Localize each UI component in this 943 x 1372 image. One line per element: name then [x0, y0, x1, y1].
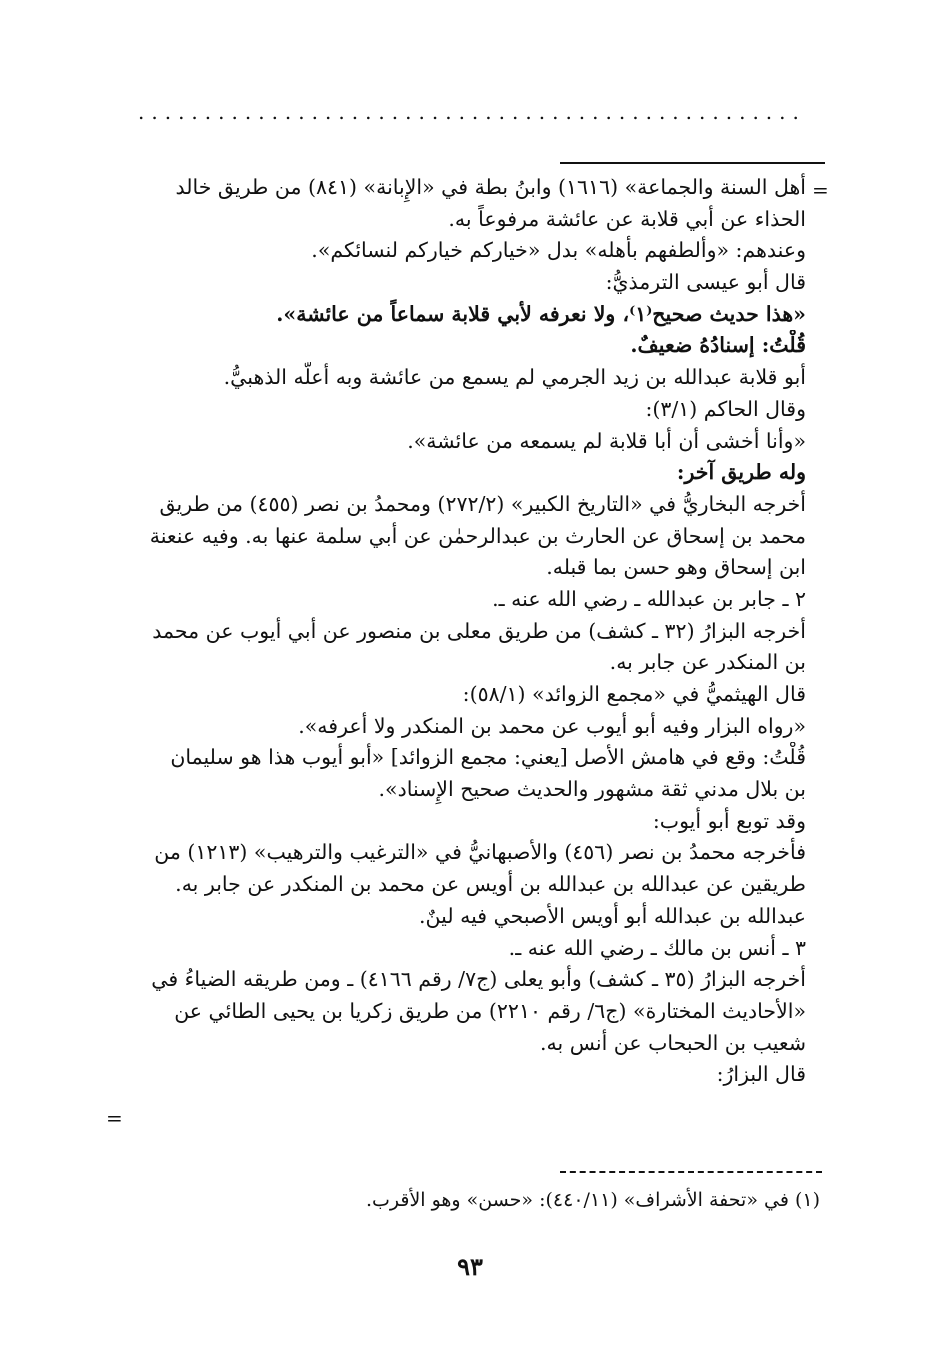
text-line: «الأحاديث المختارة» (ج٦/ رقم ٢٢١٠) من طريق زكريا بن يحيى الطائي عن	[174, 998, 806, 1023]
text-line: «هذا حديث صحيح⁽١⁾، ولا نعرفه لأبي قلابة سماعاً من عائشة».	[276, 301, 806, 326]
text-line: «وأنا أخشى أن أبا قلابة لم يسمعه من عائشة».	[407, 428, 806, 453]
text-line: أهل السنة والجماعة» (١٦١٦) وابنُ بطة في «الإِبانة» (٨٤١) من طريق خالد	[175, 175, 806, 199]
text-line: محمد بن إسحاق عن الحارث بن عبدالرحمٰن عن أبي سلمة عنها به. وفيه عنعنة	[149, 523, 806, 548]
page-number: ٩٣	[457, 1252, 483, 1281]
text-line: ابن إسحاق وهو حسن بما قبله.	[546, 555, 806, 580]
text-line: عبدالله بن عبدالله أبو أويس الأصبحي فيه لينٌ.	[419, 903, 806, 928]
text-line: شعيب بن الحبحاب عن أنس به.	[540, 1030, 806, 1055]
text-line: وله طريق آخر:	[676, 460, 806, 485]
text-line: وقال الحاكم (٣/١):	[645, 396, 806, 421]
footnote: (١) في «تحفة الأشراف» (٤٤٠/١١): «حسن» وهو الأقرب.	[365, 1189, 820, 1211]
text-line: قُلْتُ: إسنادُهُ ضعيفٌ.	[630, 333, 806, 358]
text-line: ٢ ـ جابر بن عبدالله ـ رضي الله عنه ـ.	[492, 586, 806, 611]
header-dotted-line: ..................................................	[138, 100, 806, 120]
text-line: قال أبو عيسى الترمذيُّ:	[605, 270, 806, 295]
text-line: بن بلال مدني ثقة مشهور والحديث صحيح الإِسناد».	[378, 777, 806, 802]
text-line: قال الهيثميُّ في «مجمع الزوائد» (٥٨/١):	[462, 682, 806, 706]
text-line: أخرجه البزارُ (٣٥ ـ كشف) وأبو يعلى (ج٧/ رقم ٤١٦٦) ـ ومن طريقه الضياءُ في	[151, 967, 806, 992]
text-line: قُلْتُ: وقع في هامش الأصل [يعني: مجمع الزوائد] «أبو أيوب هذا هو سليمان	[170, 745, 806, 770]
text-line: طريقين عن عبدالله بن عبدالله بن أويس عن محمد بن المنكدر عن جابر به.	[175, 872, 806, 897]
text-line: وعندهم: «وألطفهم بأهله» بدل «خياركم خياركم لنسائكم».	[311, 238, 806, 263]
continuation-mark-top: =	[812, 178, 829, 202]
footnote-separator	[560, 1171, 822, 1173]
text-line: قال البزارُ:	[716, 1062, 806, 1087]
text-line: بن المنكدر عن جابر به.	[609, 650, 806, 675]
text-line: فأخرجه محمدُ بن نصر (٤٥٦) والأصبهانيُّ في «الترغيب والترهيب» (١٢١٣) من	[154, 840, 806, 865]
top-rule	[560, 162, 825, 164]
text-line: «رواه البزار وفيه أبو أيوب عن محمد بن المنكدر ولا أعرفه».	[298, 713, 806, 738]
text-line: أخرجه البخاريُّ في «التاريخ الكبير» (٢٧٢/٢) ومحمدُ بن نصر (٤٥٥) من طريق	[159, 491, 806, 516]
text-line: أبو قلابة عبدالله بن زيد الجرمي لم يسمع من عائشة وبه أعلَّه الذهبيُّ.	[223, 365, 806, 390]
text-line: الحذاء عن أبي قلابة عن عائشة مرفوعاً به.	[448, 206, 806, 231]
main-text	[126, 172, 806, 1091]
text-line: ٣ ـ أنس بن مالك ـ رضي الله عنه ـ.	[508, 935, 806, 960]
text-line: وقد توبع أبو أيوب:	[652, 808, 806, 833]
text-line: أخرجه البزارُ (٣٢ ـ كشف) من طريق معلى بن منصور عن أبي أيوب عن محمد	[152, 618, 806, 643]
continuation-mark-bottom: =	[106, 1106, 123, 1130]
